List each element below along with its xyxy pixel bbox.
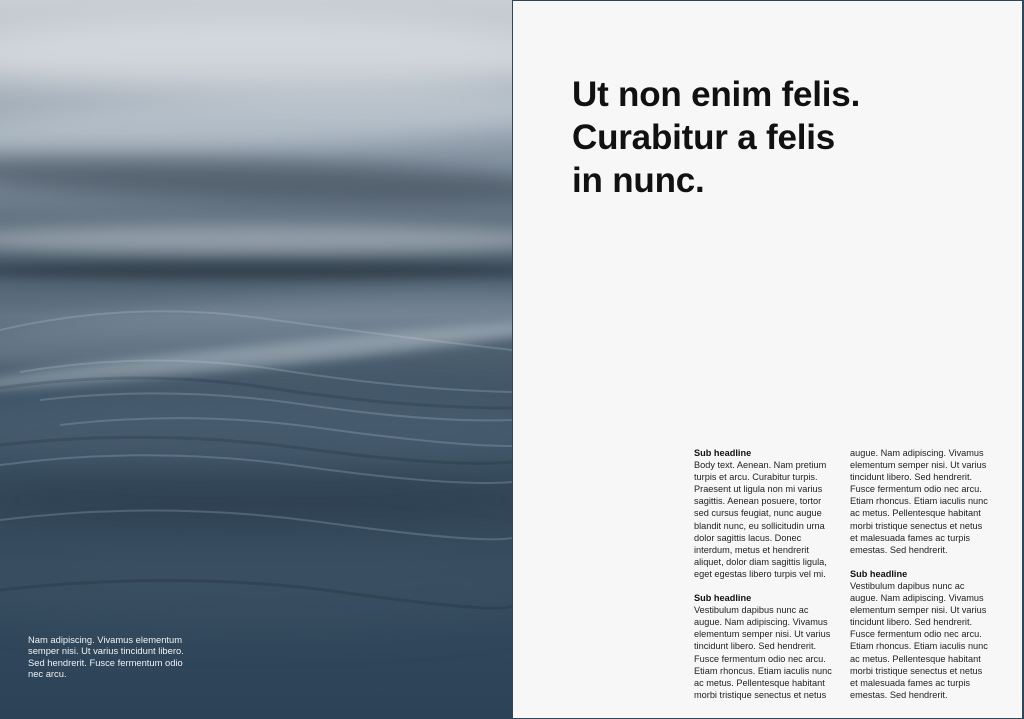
headline-line: Curabitur a felis (572, 118, 836, 157)
text-column-1 (694, 447, 836, 701)
body-text: Vestibulum dapibus nunc ac augue. Nam adipiscing. Vivamus elementum semper nisi. Ut varius tincidunt libero. Sed hendrerit. Fusce fermentum odio nec arcu. Etiam rhoncus. Etiam iaculis nunc ac metus. Pellentesque habitant morbi tristique senectus et netus et malesuada fames ac turpis emestas. Sed hendrerit. (850, 580, 988, 700)
body-text: Vestibulum dapibus nunc ac augue. Nam adipiscing. Vivamus elementum semper nisi. Ut varius tincidunt libero. Sed hendrerit. Fusce fermentum odio nec arcu. Etiam rhoncus. Etiam iaculis nunc ac metus. Pellentesque habitant morbi tristique senectus et netus (694, 605, 832, 700)
headline (572, 73, 972, 202)
sub-headline: Sub headline (694, 593, 752, 604)
text-page (513, 0, 1022, 718)
headline-line: Ut non enim felis. (572, 75, 861, 114)
photo-caption: Nam adipiscing. Vivamus elementum semper nisi. Ut varius tincidunt libero. Sed hendrerit. Fusce fermentum odio nec arcu. (28, 634, 184, 679)
text-column-2 (850, 447, 992, 701)
body-text-continuation: augue. Nam adipiscing. Vivamus elementum semper nisi. Ut varius tincidunt libero. Sed hendrerit. Fusce fermentum odio nec arcu. Etiam rhoncus. Etiam iaculis nunc ac metus. Pellentesque habitant morbi tristique senectus et netus et malesuada fames ac turpis emestas. Sed hendrerit. (850, 448, 988, 555)
headline-line: in nunc. (572, 161, 705, 200)
sub-headline: Sub headline (694, 448, 752, 458)
body-text: Body text. Aenean. Nam pretium turpis et arcu. Curabitur turpis. Praesent ut ligula non mi varius sagittis. Aenean posuere, tortor sed cursus feugiat, nunc augue blandit nunc, eu sollicitudin urna dolor sagittis lacus. Donec interdum, metus et hendrerit aliquet, dolor diam sagittis ligula, eget egestas libero turpis vel mi. (694, 460, 827, 579)
sub-headline: Sub headline (850, 568, 908, 579)
